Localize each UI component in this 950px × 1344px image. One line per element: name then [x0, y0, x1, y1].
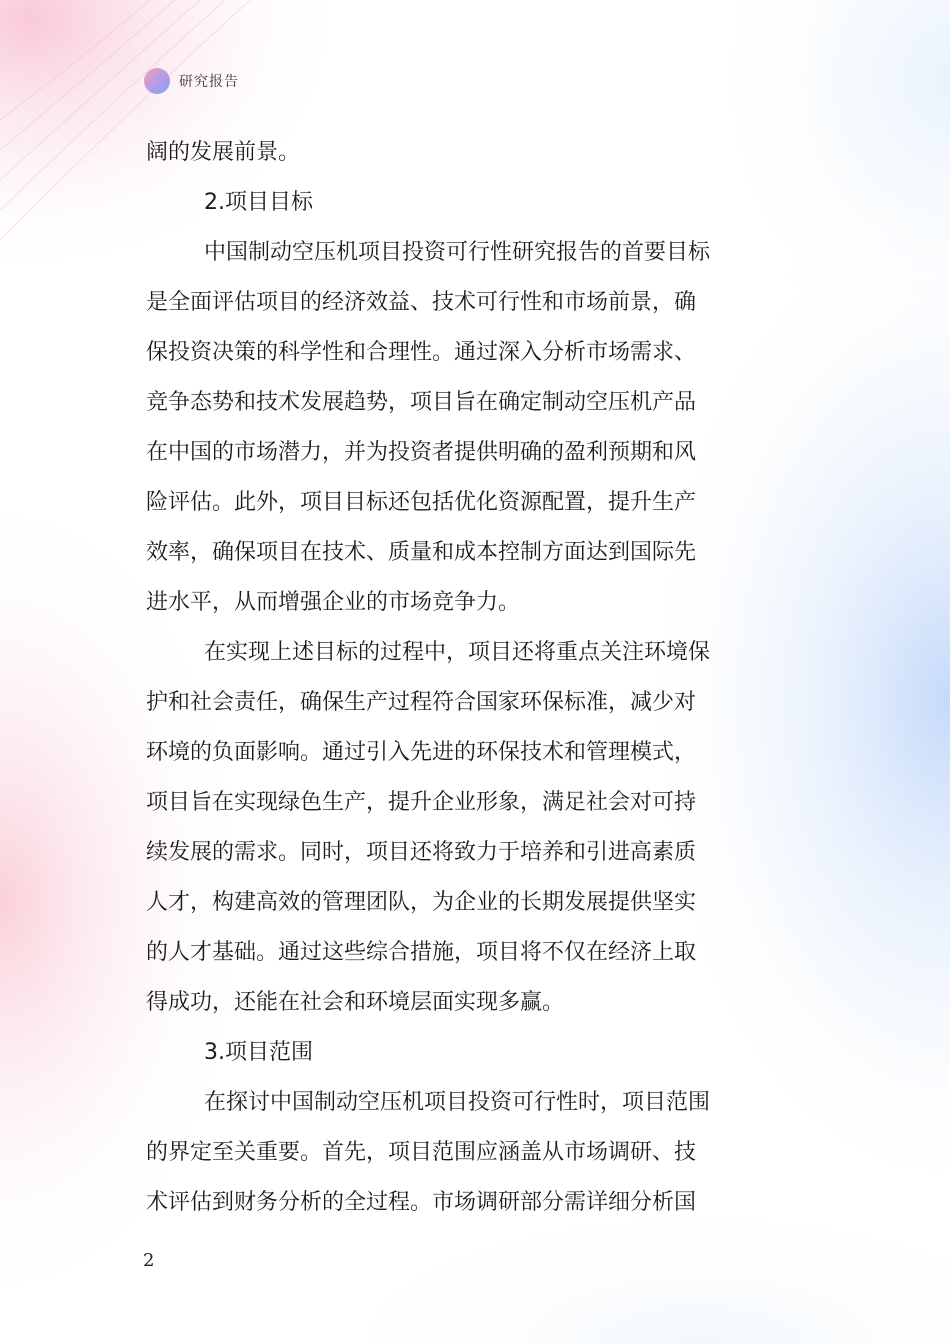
body-line: 人才，构建高效的管理团队，为企业的长期发展提供坚实	[146, 890, 697, 915]
body-line: 竞争态势和技术发展趋势，项目旨在确定制动空压机产品	[146, 390, 697, 415]
body-line: 项目旨在实现绿色生产，提升企业形象，满足社会对可持	[146, 790, 697, 815]
body-line: 术评估到财务分析的全过程。市场调研部分需详细分析国	[146, 1190, 697, 1215]
body-line: 的人才基础。通过这些综合措施，项目将不仅在经济上取	[146, 940, 697, 965]
body-line: 险评估。此外，项目目标还包括优化资源配置，提升生产	[146, 490, 697, 515]
section-heading: 2.项目目标	[204, 190, 313, 215]
report-header	[144, 66, 239, 96]
body-line: 中国制动空压机项目投资可行性研究报告的首要目标	[204, 240, 711, 265]
body-line: 保投资决策的科学性和合理性。通过深入分析市场需求、	[146, 340, 697, 365]
body-line: 得成功，还能在社会和环境层面实现多赢。	[146, 990, 565, 1015]
body-line: 进水平，从而增强企业的市场竞争力。	[146, 590, 521, 615]
section-heading: 3.项目范围	[204, 1040, 313, 1065]
body-line: 护和社会责任，确保生产过程符合国家环保标准，减少对	[146, 690, 697, 715]
body-line: 续发展的需求。同时，项目还将致力于培养和引进高素质	[146, 840, 697, 865]
body-line: 阔的发展前景。	[146, 140, 301, 165]
body-line: 是全面评估项目的经济效益、技术可行性和市场前景，确	[146, 290, 697, 315]
body-line: 效率，确保项目在技术、质量和成本控制方面达到国际先	[146, 540, 697, 565]
body-line: 环境的负面影响。通过引入先进的环保技术和管理模式，	[146, 740, 697, 765]
body-line: 在探讨中国制动空压机项目投资可行性时，项目范围	[204, 1090, 711, 1115]
body-line: 的界定至关重要。首先，项目范围应涵盖从市场调研、技	[146, 1140, 697, 1165]
logo-circle-icon	[144, 68, 170, 94]
header-label: 研究报告	[179, 74, 239, 90]
body-line: 在中国的市场潜力，并为投资者提供明确的盈利预期和风	[146, 440, 697, 465]
page-number: 2	[143, 1250, 155, 1271]
body-line: 在实现上述目标的过程中，项目还将重点关注环境保	[204, 640, 711, 665]
